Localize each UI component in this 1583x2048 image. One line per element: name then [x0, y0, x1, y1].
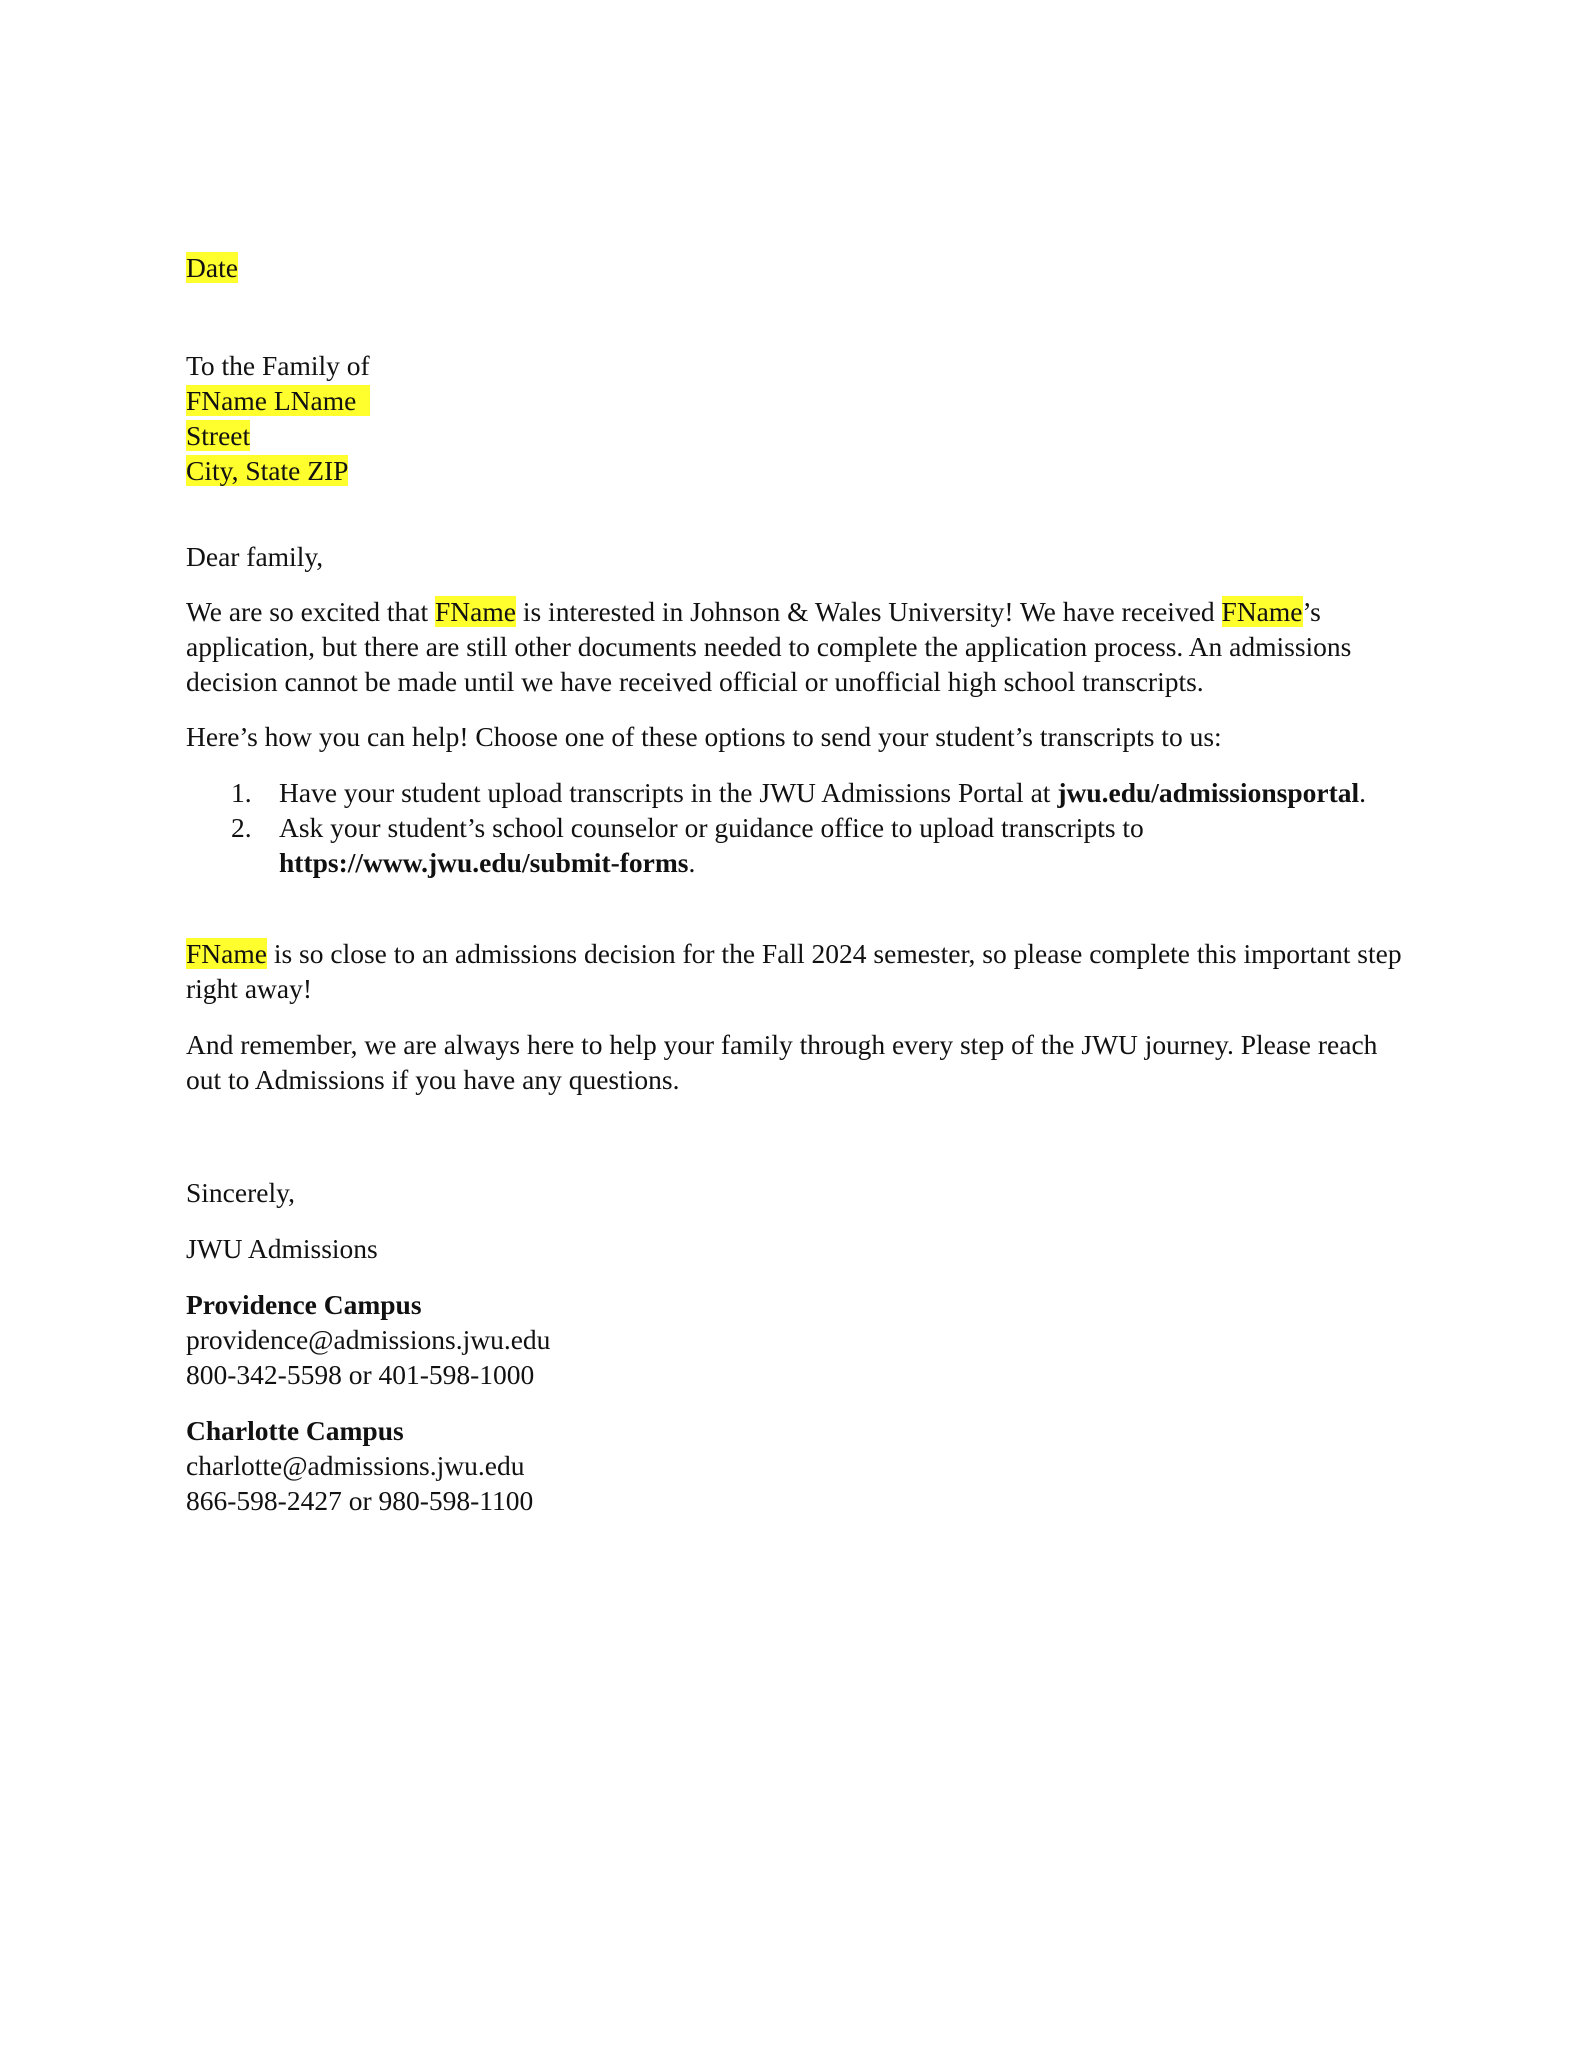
- recipient-city: City, State ZIP: [186, 455, 349, 486]
- paragraph-intro: We are so excited that FName is interested in Johnson & Wales University! We have received FName’s application, but there are still other documents needed to complete the application process. An admissions decision cannot be made until we have received official or unofficial high school transcripts.: [186, 596, 1352, 697]
- admissions-portal-link[interactable]: jwu.edu/admissionsportal: [1057, 777, 1360, 808]
- options-list: [186, 775, 1416, 880]
- salutation: Dear family,: [186, 541, 324, 572]
- submit-forms-link[interactable]: https://www.jwu.edu/submit-forms: [279, 847, 689, 878]
- recipient-street: Street: [186, 420, 251, 451]
- date-line: [186, 250, 1416, 285]
- campus-charlotte: [186, 1413, 1416, 1518]
- signature: JWU Admissions: [186, 1233, 378, 1264]
- campus-name: Charlotte Campus: [186, 1415, 404, 1446]
- list-item: 2. Ask your student’s school counselor or guidance office to upload transcripts to https://www.jwu.edu/submit-forms.: [231, 812, 1144, 878]
- campus-email[interactable]: charlotte@admissions.jwu.edu: [186, 1450, 525, 1481]
- campus-email[interactable]: providence@admissions.jwu.edu: [186, 1324, 551, 1355]
- date-placeholder: Date: [186, 252, 238, 283]
- list-number: 1.: [231, 777, 252, 808]
- list-number: 2.: [231, 812, 252, 843]
- recipient-line1: To the Family of: [186, 350, 370, 381]
- fname-placeholder: FName: [186, 938, 267, 969]
- campus-phone: 800-342-5598 or 401-598-1000: [186, 1359, 535, 1390]
- fname-placeholder: FName: [435, 596, 516, 627]
- campus-providence: [186, 1287, 1416, 1392]
- recipient-name: FName LName: [186, 385, 370, 416]
- paragraph-help: Here’s how you can help! Choose one of these options to send your student’s transcripts to us:: [186, 721, 1222, 752]
- fname-placeholder: FName: [1221, 596, 1303, 627]
- closing: Sincerely,: [186, 1177, 295, 1208]
- recipient-address: [186, 348, 1416, 488]
- paragraph-remember: And remember, we are always here to help your family through every step of the JWU journey. Please reach out to Admissions if you have any questions.: [186, 1029, 1378, 1095]
- list-item: 1. Have your student upload transcripts in the JWU Admissions Portal at jwu.edu/admissionsportal.: [231, 777, 1366, 808]
- campus-name: Providence Campus: [186, 1289, 422, 1320]
- campus-phone: 866-598-2427 or 980-598-1100: [186, 1485, 534, 1516]
- paragraph-decision: FName is so close to an admissions decision for the Fall 2024 semester, so please complete this important step right away!: [186, 938, 1402, 1004]
- letter-page: [186, 0, 1416, 2048]
